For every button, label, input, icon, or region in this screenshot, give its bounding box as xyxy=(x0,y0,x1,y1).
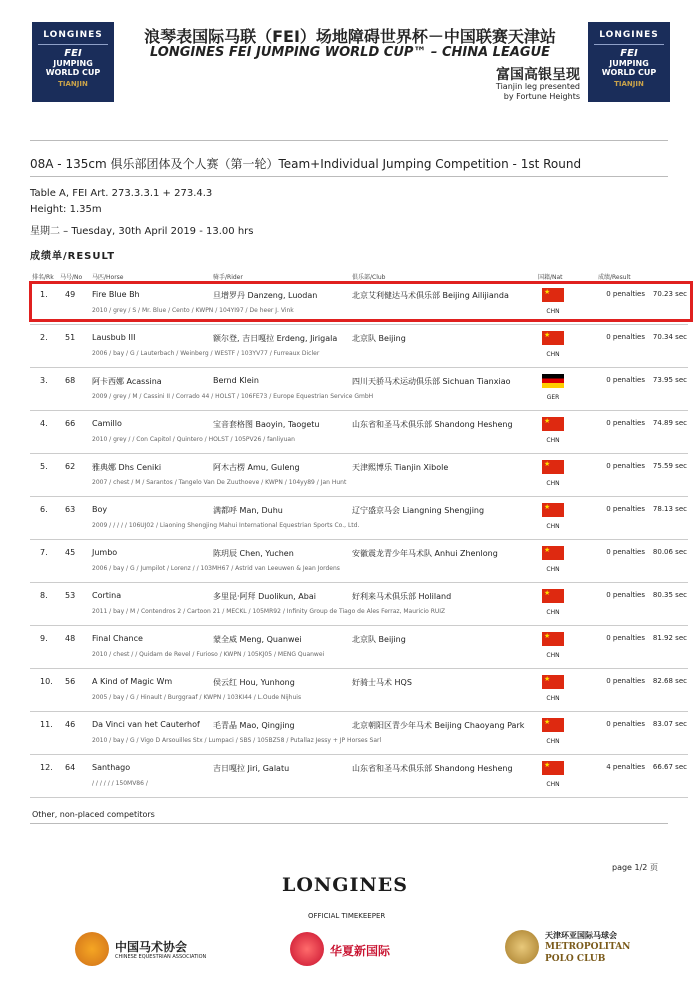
logo-brand: LONGINES xyxy=(594,30,664,45)
cea-emblem-icon xyxy=(75,932,109,966)
sponsor3-cn: 天津环亚国际马球会 xyxy=(545,931,617,940)
row-club: 北京队 Beijing xyxy=(352,635,406,644)
row-time: 81.92 sec xyxy=(652,634,687,642)
header-title-cn: 浪琴表国际马联（FEI）场地障碍世界杯－中国联赛天津站 xyxy=(144,27,556,46)
row-num: 49 xyxy=(65,290,76,299)
row-details: 2010 / grey / S / Mr. Blue / Cento / KWPN / 104YI97 / De heer J. Vink xyxy=(92,307,294,314)
row-rank: 3. xyxy=(40,376,48,385)
row-rank: 8. xyxy=(40,591,48,600)
row-penalties: 0 penalties xyxy=(606,505,645,513)
row-club: 北京朝阳区青少年马术 Beijing Chaoyang Park xyxy=(352,721,525,730)
timekeeper-label: OFFICIAL TIMEKEEPER xyxy=(308,912,386,920)
row-nat: CHN xyxy=(546,566,560,573)
row-nat: CHN xyxy=(546,523,560,530)
row-horse: 阿卡西娜 Acassina xyxy=(92,377,162,386)
logo-wc2: WORLD CUP xyxy=(45,68,101,77)
row-details: 2009 / grey / M / Cassini II / Corrado 44 / HOLST / 106FE73 / Europe Equestrian Service GmbH xyxy=(92,393,374,400)
non-placed-label: Other, non-placed competitors xyxy=(32,810,155,819)
row-nat: GER xyxy=(546,394,560,401)
row-num: 48 xyxy=(65,634,76,643)
row-penalties: 0 penalties xyxy=(606,333,645,341)
row-nat: CHN xyxy=(546,308,560,315)
row-rider: 毛青晶 Mao, Qingjing xyxy=(213,721,295,730)
longines-fei-logo-right xyxy=(588,22,670,102)
row-time: 66.67 sec xyxy=(652,763,687,771)
row-penalties: 0 penalties xyxy=(606,419,645,427)
row-club: 山东省和圣马术俱乐部 Shandong Hesheng xyxy=(352,764,513,773)
row-horse: 雅典娜 Dhs Ceniki xyxy=(92,463,162,472)
polo-emblem-icon xyxy=(505,930,539,964)
logo-wc1: JUMPING xyxy=(53,59,93,68)
row-club: 天津熙博乐 Tianjin Xibole xyxy=(352,463,449,472)
result-label: 成绩单/RESULT xyxy=(30,251,116,262)
row-rank: 9. xyxy=(40,634,48,643)
row-club: 辽宁盛京马会 Liangning Shengjing xyxy=(352,506,485,515)
row-horse: Jumbo xyxy=(92,548,118,557)
longines-fei-logo-left xyxy=(32,22,114,102)
row-club: 山东省和圣马术俱乐部 Shandong Hesheng xyxy=(352,420,513,429)
row-rider: 阿木古楞 Amu, Guleng xyxy=(213,463,300,472)
logo-city: TIANJIN xyxy=(58,80,88,88)
row-rank: 6. xyxy=(40,505,48,514)
sponsor3-en2: POLO CLUB xyxy=(545,954,606,964)
table-row xyxy=(30,454,688,497)
row-time: 82.68 sec xyxy=(652,677,687,685)
page-number: page 1/2 页 xyxy=(612,863,658,872)
flag-chn-icon xyxy=(542,718,564,732)
flag-chn-icon xyxy=(542,460,564,474)
row-rank: 1. xyxy=(40,290,48,299)
row-horse: Santhago xyxy=(92,763,131,772)
row-club: 四川天骄马术运动俱乐部 Sichuan Tianxiao xyxy=(352,377,511,386)
presenter-line-b: by Fortune Heights xyxy=(503,92,580,101)
row-nat: CHN xyxy=(546,351,560,358)
row-num: 51 xyxy=(65,333,76,342)
row-rider: 陈玥辰 Chen, Yuchen xyxy=(213,549,294,558)
row-time: 75.59 sec xyxy=(652,462,687,470)
row-details: 2006 / bay / G / Lauterbach / Weinberg / WESTF / 103YV77 / Furreaux Dicler xyxy=(92,350,320,357)
table-row xyxy=(30,626,688,669)
sponsor2-name: 华夏新国际 xyxy=(330,944,391,958)
row-rank: 10. xyxy=(40,677,53,686)
row-rider: Bernd Klein xyxy=(213,376,259,385)
row-time: 80.06 sec xyxy=(652,548,687,556)
row-num: 46 xyxy=(65,720,76,729)
row-time: 78.13 sec xyxy=(652,505,687,513)
row-penalties: 0 penalties xyxy=(606,677,645,685)
col-nat: 国籍/Nat xyxy=(538,274,563,281)
header-presenter-en xyxy=(440,82,580,102)
row-horse: Cortina xyxy=(92,591,122,600)
row-details: 2010 / grey / / Con Capitol / Quintero / HOLST / 105PV26 / fanliyuan xyxy=(92,436,295,443)
row-nat: CHN xyxy=(546,480,560,487)
logo-city: TIANJIN xyxy=(614,80,644,88)
flag-chn-icon xyxy=(542,589,564,603)
header-title-en: LONGINES FEI JUMPING WORLD CUP™ – CHINA LEAGUE xyxy=(149,45,551,60)
flag-chn-icon xyxy=(542,546,564,560)
sponsor1-name: 中国马术协会 xyxy=(115,940,188,954)
divider xyxy=(30,823,668,824)
row-club: 北京队 Beijing xyxy=(352,334,406,343)
row-time: 73.95 sec xyxy=(652,376,687,384)
divider xyxy=(30,176,668,177)
row-rider: 侯云红 Hou, Yunhong xyxy=(213,678,295,687)
logo-fei: FEI xyxy=(620,48,638,59)
row-time: 80.35 sec xyxy=(652,591,687,599)
row-rider: 吉日嘎拉 Jiri, Galatu xyxy=(213,764,290,773)
row-time: 74.89 sec xyxy=(652,419,687,427)
logo-fei: FEI xyxy=(64,48,82,59)
row-rank: 7. xyxy=(40,548,48,557)
col-horse: 马匹/Horse xyxy=(92,274,124,281)
logo-wc2: WORLD CUP xyxy=(601,68,657,77)
table-rule: Table A, FEI Art. 273.3.3.1 + 273.4.3 xyxy=(30,188,213,199)
row-num: 56 xyxy=(65,677,76,686)
row-horse: Lausbub III xyxy=(92,333,136,342)
flag-chn-icon xyxy=(542,417,564,431)
presenter-line-a: Tianjin leg presented xyxy=(495,82,580,91)
row-club: 安徽震龙青少年马术队 Anhui Zhenlong xyxy=(352,549,498,558)
row-num: 63 xyxy=(65,505,76,514)
table-row xyxy=(30,755,688,798)
row-num: 66 xyxy=(65,419,76,428)
table-row xyxy=(30,411,688,454)
row-rank: 4. xyxy=(40,419,48,428)
sponsor1-sub: CHINESE EQUESTRIAN ASSOCIATION xyxy=(115,954,207,960)
col-result: 成绩/Result xyxy=(598,274,631,281)
flag-chn-icon xyxy=(542,632,564,646)
row-penalties: 4 penalties xyxy=(606,763,645,771)
row-details: 2006 / bay / G / Jumpilot / Lorenz / / 103MH67 / Astrid van Leeuwen & Jean Jordens xyxy=(92,565,340,572)
row-horse: Final Chance xyxy=(92,634,143,643)
table-row xyxy=(30,669,688,712)
row-details: / / / / / / 150MV86 / xyxy=(92,780,148,787)
row-club: 好骑士马术 HQS xyxy=(352,678,412,687)
row-time: 83.07 sec xyxy=(652,720,687,728)
huaxia-emblem-icon xyxy=(290,932,324,966)
row-horse: Fire Blue Bh xyxy=(92,290,140,299)
row-rider: 蒙全威 Meng, Quanwei xyxy=(213,635,302,644)
row-details: 2011 / bay / M / Contendros 2 / Cartoon 21 / MECKL / 105MR92 / Infinity Group de Tiago de Ales Ferraz, Mauricio RUIZ xyxy=(92,608,446,615)
row-num: 53 xyxy=(65,591,76,600)
table-row xyxy=(30,368,688,411)
row-rider: 旦增罗丹 Danzeng, Luodan xyxy=(213,291,318,300)
row-penalties: 0 penalties xyxy=(606,376,645,384)
table-row xyxy=(30,712,688,755)
row-rider: 额尔登, 吉日嘎拉 Erdeng, Jirigala xyxy=(213,334,338,343)
row-club: 好利来马术俱乐部 Holiland xyxy=(352,592,452,601)
sponsor-huaxia-logo xyxy=(285,930,425,975)
row-nat: CHN xyxy=(546,738,560,745)
col-rank: 排名/Rk xyxy=(32,274,54,281)
row-rank: 2. xyxy=(40,333,48,342)
row-penalties: 0 penalties xyxy=(606,634,645,642)
row-penalties: 0 penalties xyxy=(606,548,645,556)
row-penalties: 0 penalties xyxy=(606,462,645,470)
row-details: 2005 / bay / G / Hinault / Burggraaf / KWPN / 103KI44 / L.Oude Nijhuis xyxy=(92,694,302,701)
table-row xyxy=(30,325,688,368)
competition-title: 08A - 135cm 俱乐部团体及个人赛（第一轮）Team+Individual Jumping Competition - 1st Round xyxy=(30,157,582,171)
row-nat: CHN xyxy=(546,609,560,616)
row-nat: CHN xyxy=(546,437,560,444)
row-time: 70.34 sec xyxy=(652,333,687,341)
flag-ger-icon xyxy=(542,374,564,388)
row-penalties: 0 penalties xyxy=(606,290,645,298)
flag-chn-icon xyxy=(542,675,564,689)
row-club: 北京艾利健达马术俱乐部 Beijing Ailijianda xyxy=(352,291,509,300)
row-rank: 11. xyxy=(40,720,53,729)
table-row xyxy=(30,497,688,540)
divider xyxy=(30,140,668,141)
flag-chn-icon xyxy=(542,331,564,345)
row-num: 68 xyxy=(65,376,76,385)
logo-brand: LONGINES xyxy=(38,30,108,45)
row-penalties: 0 penalties xyxy=(606,591,645,599)
row-rider: 宝音套格图 Baoyin, Taogetu xyxy=(213,420,320,429)
col-club: 俱乐部/Club xyxy=(352,274,386,281)
row-horse: Boy xyxy=(92,505,108,514)
row-details: 2010 / bay / G / Vigo D Arsouilles Stx / Lumpaci / SBS / 105BZ58 / Putallaz Jessy + JP Horses Sarl xyxy=(92,737,382,744)
row-rank: 12. xyxy=(40,763,53,772)
row-rider: 多里昆·阿拜 Duolikun, Abai xyxy=(213,592,316,601)
sponsor-polo-logo xyxy=(500,928,640,973)
flag-chn-icon xyxy=(542,503,564,517)
col-num: 马号/No xyxy=(60,274,83,281)
row-penalties: 0 penalties xyxy=(606,720,645,728)
logo-wc1: JUMPING xyxy=(609,59,649,68)
table-row xyxy=(30,583,688,626)
table-row xyxy=(30,540,688,583)
row-details: 2007 / chest / M / Sarantos / Tangelo Van De Zuuthoeve / KWPN / 104yy89 / Jan Hunt xyxy=(92,479,347,486)
col-rider: 骑手/Rider xyxy=(213,274,243,281)
row-nat: CHN xyxy=(546,652,560,659)
longines-logo: LONGINES xyxy=(282,874,408,896)
row-nat: CHN xyxy=(546,781,560,788)
row-num: 62 xyxy=(65,462,76,471)
row-num: 45 xyxy=(65,548,76,557)
row-rank: 5. xyxy=(40,462,48,471)
flag-chn-icon xyxy=(542,761,564,775)
row-horse: Camillo xyxy=(92,419,122,428)
row-num: 64 xyxy=(65,763,76,772)
row-details: 2010 / chest / / Quidam de Revel / Furioso / KWPN / 105KJ05 / MENG Quanwei xyxy=(92,651,325,658)
header-presenter-cn: 富国高银呈现 xyxy=(496,67,580,83)
row-nat: CHN xyxy=(546,695,560,702)
highlight-box xyxy=(29,281,693,322)
row-horse: Da Vinci van het Cauterhof xyxy=(92,720,200,729)
sponsor3-en1: METROPOLITAN xyxy=(545,942,631,952)
sponsor-cea-logo xyxy=(70,930,210,975)
row-time: 70.23 sec xyxy=(652,290,687,298)
height-info: Height: 1.35m xyxy=(30,204,102,215)
row-horse: A Kind of Magic Wm xyxy=(92,677,173,686)
row-details: 2009 / / / / / 106UJ02 / Liaoning Shengjing Mahui International Equestrian Sports Co., Ltd. xyxy=(92,522,360,529)
row-rider: 满都呼 Man, Duhu xyxy=(213,506,283,515)
date-info: 星期二 – Tuesday, 30th April 2019 - 13.00 hrs xyxy=(30,226,254,237)
